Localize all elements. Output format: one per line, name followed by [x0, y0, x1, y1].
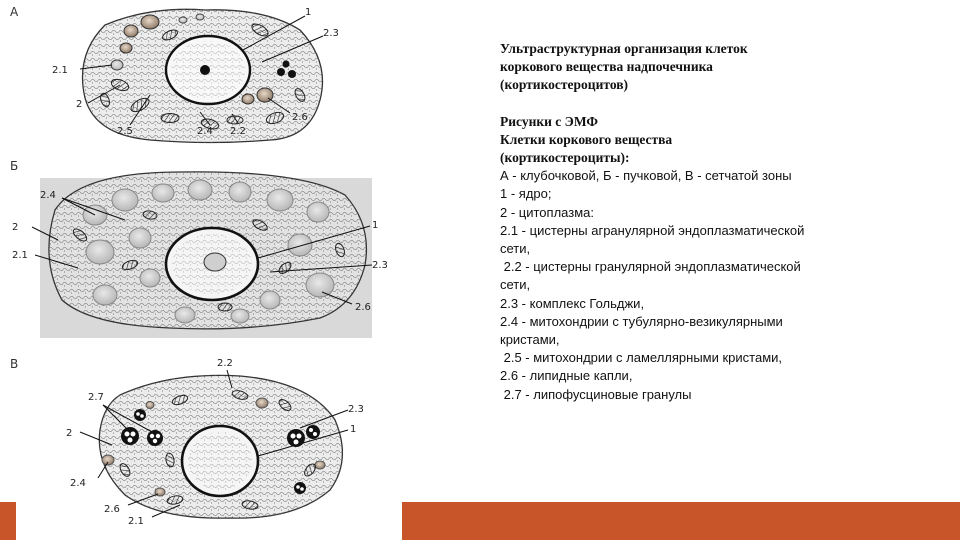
panel-b — [10, 159, 388, 338]
caption-line: 2.2 - цистерны гранулярной эндоплазматической — [500, 259, 801, 275]
caption-line: кристами, — [500, 332, 560, 348]
label-2-2: 2.2 — [230, 126, 246, 137]
caption-title-line: (кортикостероцитов) — [500, 77, 629, 93]
label-2-4: 2.4 — [40, 190, 56, 201]
label-1: 1 — [305, 7, 312, 18]
caption-line: А - клубочковой, Б - пучковой, В - сетчатой зоны — [500, 168, 792, 184]
caption-line: сети, — [500, 241, 531, 257]
label-2-4: 2.4 — [70, 478, 86, 489]
caption-line: 2.7 - липофусциновые гранулы — [500, 386, 692, 402]
caption-line: 2.1 - цистерны агранулярной эндоплазматической — [500, 222, 805, 238]
nucleolus — [200, 65, 210, 75]
nucleus — [166, 36, 250, 104]
panel-letter: А — [10, 5, 19, 19]
footer-accent-bar-left — [0, 502, 16, 540]
caption-line: 2.5 - митохондрии с ламеллярными кристами, — [500, 350, 783, 366]
panel-c — [10, 357, 364, 527]
label-2-7: 2.7 — [88, 392, 104, 403]
cell-micrograph-figure — [0, 0, 400, 540]
label-2: 2 — [66, 428, 73, 439]
caption-line: сети, — [500, 277, 531, 293]
label-1: 1 — [372, 220, 379, 231]
label-2: 2 — [76, 99, 83, 110]
label-2-3: 2.3 — [323, 28, 339, 39]
nucleus — [166, 228, 258, 300]
nucleolus — [204, 253, 226, 271]
caption — [500, 40, 860, 404]
label-2-3: 2.3 — [372, 260, 388, 271]
caption-title-line: Ультраструктурная организация клеток — [500, 41, 748, 56]
panel-letter: Б — [10, 159, 19, 173]
caption-line: 1 - ядро; — [500, 186, 552, 202]
caption-line: 2 - цитоплазма: — [500, 204, 594, 220]
panel-a — [10, 5, 339, 143]
nucleus — [182, 426, 258, 496]
caption-line: 2.6 - липидные капли, — [500, 368, 633, 384]
label-2-6: 2.6 — [104, 504, 120, 515]
label-2-5: 2.5 — [117, 126, 133, 137]
label-2-1: 2.1 — [52, 65, 68, 76]
panel-letter: В — [10, 357, 19, 371]
label-2-4: 2.4 — [197, 126, 213, 137]
caption-line: 2.3 - комплекс Гольджи, — [500, 295, 645, 311]
label-2-1: 2.1 — [12, 250, 28, 261]
label-1: 1 — [350, 424, 357, 435]
label-2-2: 2.2 — [217, 358, 233, 369]
caption-subtitle-line: (кортикостероциты): — [500, 150, 630, 166]
label-2-1: 2.1 — [128, 516, 144, 527]
caption-spacer — [500, 95, 860, 113]
caption-subtitle-line: Клетки коркового вещества — [500, 131, 673, 147]
footer-accent-bar-right — [402, 502, 960, 540]
label-2-6: 2.6 — [355, 302, 371, 313]
label-2: 2 — [12, 222, 19, 233]
caption-title-line: коркового вещества надпочечника — [500, 59, 713, 75]
label-2-3: 2.3 — [348, 404, 364, 415]
label-2-6: 2.6 — [292, 112, 308, 123]
caption-line: 2.4 - митохондрии с тубулярно-везикулярными — [500, 313, 783, 329]
caption-subtitle-line: Рисунки с ЭМФ — [500, 113, 598, 129]
